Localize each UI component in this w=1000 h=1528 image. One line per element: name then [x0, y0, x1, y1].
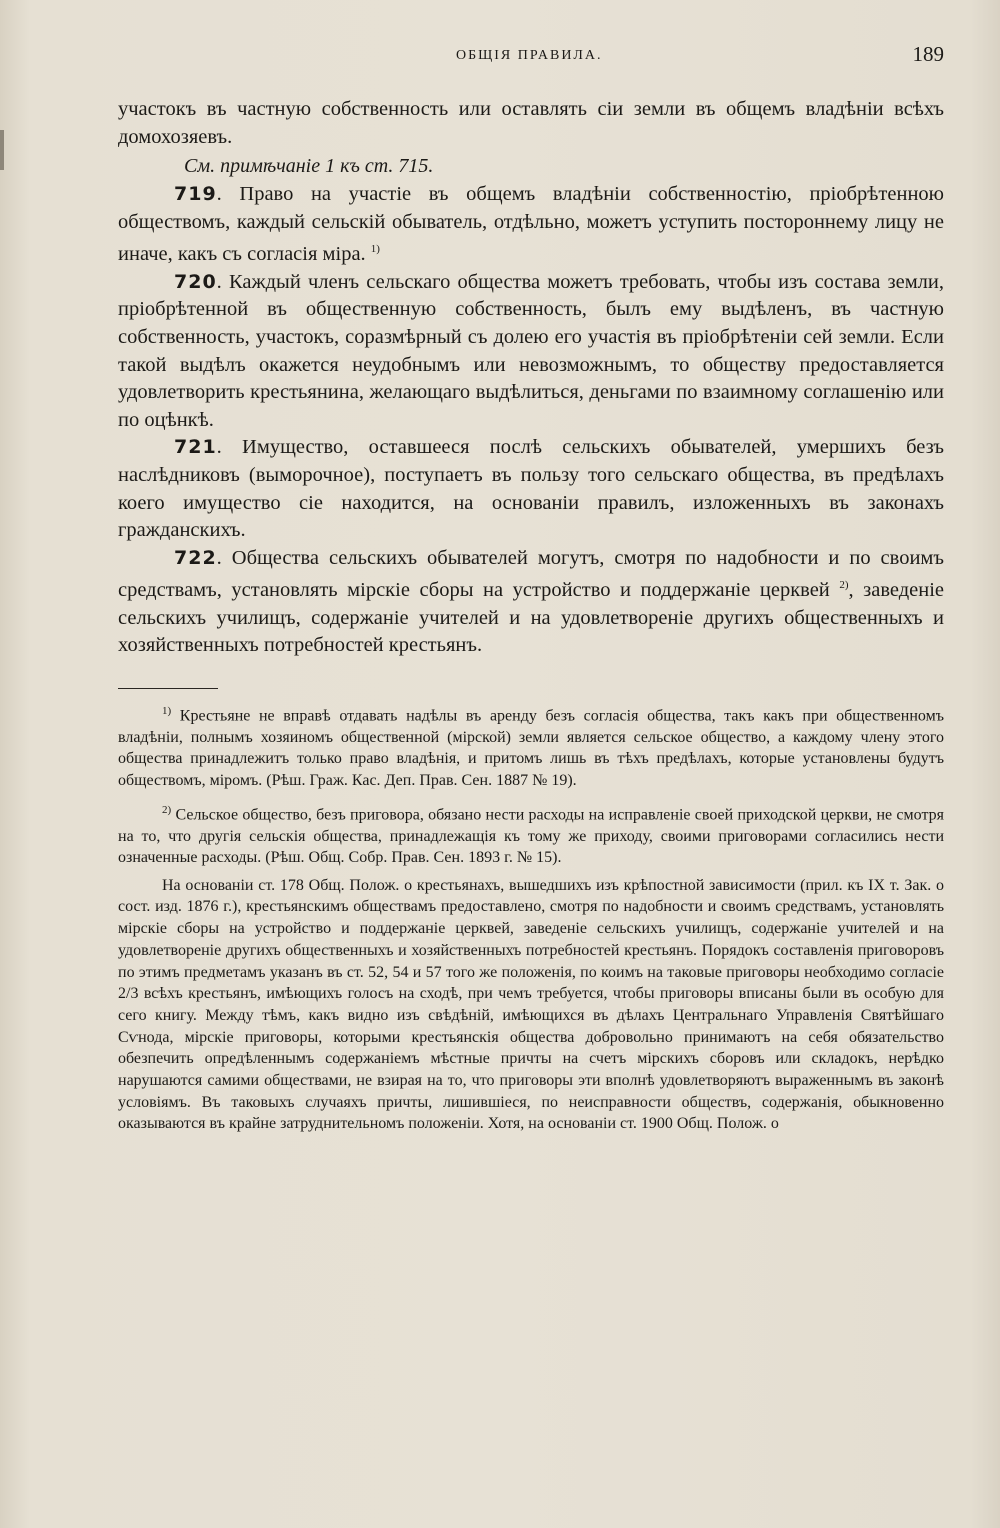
footnote-text: Сельское общество, безъ приговора, обязано нести расходы на исправленіе своей приходской церкви, не смотря на то, что другія сельскія общества, принадлежащія къ тому же приходу, своими приговорами согласились нести означенные расходы. (Рѣш. Общ. Собр. Прав. Сен. 1893 г. № 15). — [118, 805, 944, 867]
page-edge-mark — [0, 130, 4, 170]
fraction: 2/3 — [118, 985, 139, 1003]
main-text — [118, 96, 944, 1135]
article-number: 722 — [174, 546, 217, 569]
article-number: 721 — [174, 436, 217, 459]
article-720 — [118, 269, 944, 435]
article-number: 720 — [174, 270, 217, 293]
article-722 — [118, 545, 944, 660]
article-text: . Каждый членъ сельскаго общества можетъ требовать, чтобы изъ состава земли, пріобрѣтенной въ общественную собственность, былъ ему выдѣленъ, въ частную собственность, участокъ, соразмѣрный съ долею его участія въ пріобрѣтеніи сей земли. Если такой выдѣлъ окажется неудобнымъ или невозможнымъ, то обществу предоставляется удовлетворить крестьянина, желающаго выдѣлиться, деньгами по взаимному соглашенію или по оцѣнкѣ. — [118, 270, 944, 431]
article-text: . Имущество, оставшееся послѣ сельскихъ обывателей, умершихъ безъ наслѣдниковъ (выморочное), поступаетъ въ пользу того сельскаго общества, въ предѣлахъ коего имущество сіе находится, на основаніи правилъ, изложенныхъ въ законахъ гражданскихъ. — [118, 436, 944, 542]
footnote-mark: 2) — [839, 579, 849, 592]
page-number: 189 — [912, 42, 944, 66]
article-721 — [118, 434, 944, 544]
footnote-mark: 1) — [162, 704, 172, 717]
article-719 — [118, 181, 944, 269]
page-header — [118, 44, 944, 72]
article-number: 719 — [174, 183, 217, 206]
commentary-text: На основаніи ст. 178 Общ. Полож. о крестьянахъ, вышедшихъ изъ крѣпостной зависимости (прил. къ IX т. Зак. о сост. изд. 1876 г.), крестьянскимъ обществамъ предоставлено, смотря по надобности и своимъ средствамъ, установлять мірскіе сборы на устройство и поддержаніе церквей, заведеніе сельскихъ училищъ, содержаніе учителей и на удовлетвореніе другихъ общественныхъ и хозяйственныхъ потребностей крестьянъ. Порядокъ составленія приговоровъ по этимъ предметамъ указанъ въ ст. 52, 54 и 57 того же положенія, по коимъ на таковые приговоры необходимо согласіе — [118, 876, 944, 981]
footnote-mark: 1) — [370, 243, 380, 256]
footnote-divider — [118, 688, 218, 689]
footnote-text: Крестьяне не вправѣ отдавать надѣлы въ аренду безъ согласія общества, такъ какъ при общественномъ владѣніи, полнымъ хозяиномъ общественной (мірской) земли является сельское общество, а каждому члену этого общества принадлежитъ только право владѣнія, и притомъ лишь въ тѣхъ предѣлахъ, которые установлены будутъ обществомъ, міромъ. (Рѣш. Граж. Кас. Деп. Прав. Сен. 1887 № 19). — [118, 707, 944, 790]
article-text: , заведеніе сельскихъ училищъ, содержаніе учителей и на удовлетвореніе другихъ общественныхъ и хозяйственныхъ потребностей крестьянъ. — [118, 579, 945, 657]
cross-reference-note: См. примѣчаніе 1 къ ст. 715. — [184, 155, 434, 178]
article-text: . Право на участіе въ общемъ владѣніи собственностію, пріобрѣтенною обществомъ, каждый сельскій обыватель, отдѣльно, можетъ уступить постороннему лицу не иначе, какъ съ согласія міра. — [118, 183, 944, 266]
article-text: . Общества сельскихъ обывателей могутъ, смотря по надобности и по своимъ средствамъ, установлять мірскіе сборы на устройство и поддержаніе церквей — [118, 546, 944, 602]
footnote-2 — [118, 800, 944, 869]
continuation-paragraph: участокъ въ частную собственность или оставлять сіи земли въ общемъ владѣніи всѣхъ домохозяевъ. — [118, 98, 944, 148]
footnote-mark: 2) — [162, 803, 172, 816]
footnote-1 — [118, 701, 944, 792]
commentary-paragraph — [118, 875, 944, 1135]
commentary-text: всѣхъ крестьянъ, имѣющихъ голосъ на сходѣ, при чемъ требуется, чтобы приговоры вписаны были въ особую для сего книгу. Между тѣмъ, какъ видно изъ свѣдѣній, имѣющихся въ дѣлахъ Центральнаго Управленія Святѣйшаго Сѵнода, мірскіе приговоры, которыми крестьянскія общества добровольно принимаютъ на себя обязательство обезпечить опредѣленнымъ содержаніемъ мѣстные причты на счетъ мірскихъ сборовъ или складокъ, нерѣдко нарушаются самими обществами, не взирая на то, что приговоры эти вполнѣ удовлетворяютъ выраженнымъ въ законѣ условіямъ. Въ таковыхъ случаяхъ причты, лишившіеся, по неисправности обществъ, содержанія, обыкновенно оказываются въ крайне затруднительномъ положеніи. Хотя, на основаніи ст. 1900 Общ. Полож. о — [118, 985, 944, 1133]
running-head: ОБЩІЯ ПРАВИЛА. — [456, 48, 603, 63]
